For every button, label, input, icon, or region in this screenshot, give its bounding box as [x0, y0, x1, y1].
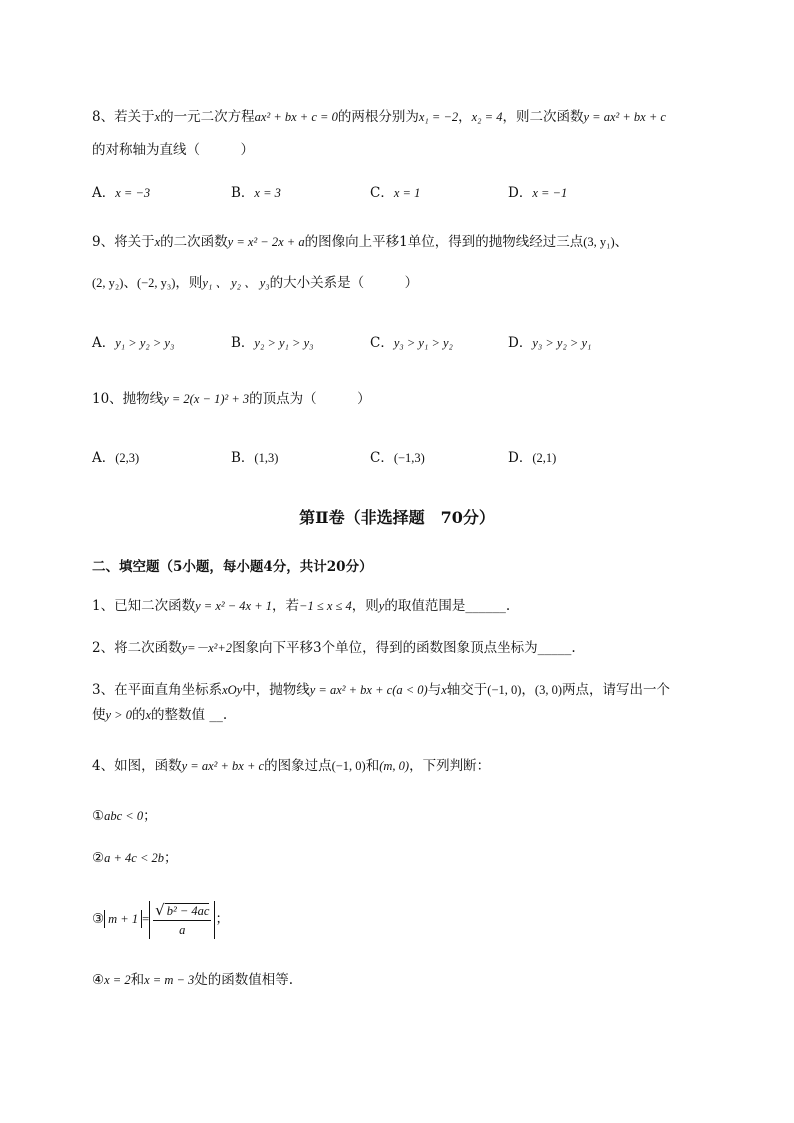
- fill-q3-line2: 使y > 0的x的整数值 __.: [92, 707, 228, 723]
- statement-3: ③ m + 1 = $\frac{\text{√ b² − 4ac}}{a}$ ；: [92, 900, 229, 937]
- q8-option-a[interactable]: A．x = −3: [92, 185, 151, 201]
- statement-4: ④x = 2和x = m − 3处的函数值相等.: [92, 972, 294, 988]
- q10-line: 10、抛物线y = 2(x − 1)² + 3的顶点为（ ）: [92, 391, 371, 407]
- q10-option-b[interactable]: B．(1,3): [231, 450, 279, 466]
- q9-option-d[interactable]: D．y₃ > y₂ > y₁: [508, 335, 592, 351]
- fill-q2: 2、将二次函数y=－x²+2图象向下平移3个单位，得到的函数图象顶点坐标为_____.: [92, 640, 576, 656]
- fraction-denominator: a: [179, 922, 186, 937]
- q9-option-b[interactable]: B．y₂ > y₁ > y₃: [231, 335, 314, 351]
- fill-q1: 1、已知二次函数y = x² − 4x + 1，若−1 ≤ x ≤ 4，则y的取值范围是______.: [92, 598, 511, 614]
- abs-m-plus-1: m + 1: [104, 910, 142, 928]
- abs-fraction: [149, 901, 215, 939]
- section-title: 第Ⅱ卷（非选择题 70分）: [299, 508, 495, 527]
- q8-option-d[interactable]: D．x = −1: [508, 185, 568, 201]
- statement-2: ②a + 4c < 2b；: [92, 850, 178, 866]
- q8-line1: 8、若关于x的一元二次方程ax² + bx + c = 0的两根分别为x₁ = −2，x₂ = 4，则二次函数y = ax² + bx + c: [92, 109, 666, 125]
- q9-line2: (2, y₂)、(−2, y₃)，则y₁ 、 y₂ 、 y₃的大小关系是（ ）: [92, 275, 419, 291]
- q8-line2: 的对称轴为直线（ ）: [92, 142, 254, 158]
- q8-option-c[interactable]: C．x = 1: [370, 185, 421, 201]
- q9-option-a[interactable]: A．y₁ > y₂ > y₃: [92, 335, 175, 351]
- q10-option-a[interactable]: A．(2,3): [92, 450, 140, 466]
- sqrt-icon: √: [155, 900, 165, 919]
- q8-option-b[interactable]: B．x = 3: [231, 185, 281, 201]
- statement-1: ①abc < 0；: [92, 808, 157, 824]
- fill-q3-line1: 3、在平面直角坐标系xOy中，抛物线y = ax² + bx + c(a < 0)与x轴交于(−1, 0)，(3, 0)两点，请写出一个: [92, 682, 670, 698]
- part-title: 二、填空题（5小题，每小题4分，共计20分）: [92, 559, 373, 575]
- q10-option-c[interactable]: C．(−1,3): [370, 450, 425, 466]
- q9-option-c[interactable]: C．y₃ > y₁ > y₂: [370, 335, 453, 351]
- fraction-numerator: √ b² − 4ac: [155, 900, 210, 919]
- q9-line1: 9、将关于x的二次函数y = x² − 2x + a的图像向上平移1单位，得到的抛物线经过三点(3, y₁)、: [92, 234, 629, 250]
- fill-q4-line1: 4、如图，函数y = ax² + bx + c的图象过点(−1, 0)和(m, 0)，下列判断：: [92, 758, 491, 774]
- q10-option-d[interactable]: D．(2,1): [508, 450, 557, 466]
